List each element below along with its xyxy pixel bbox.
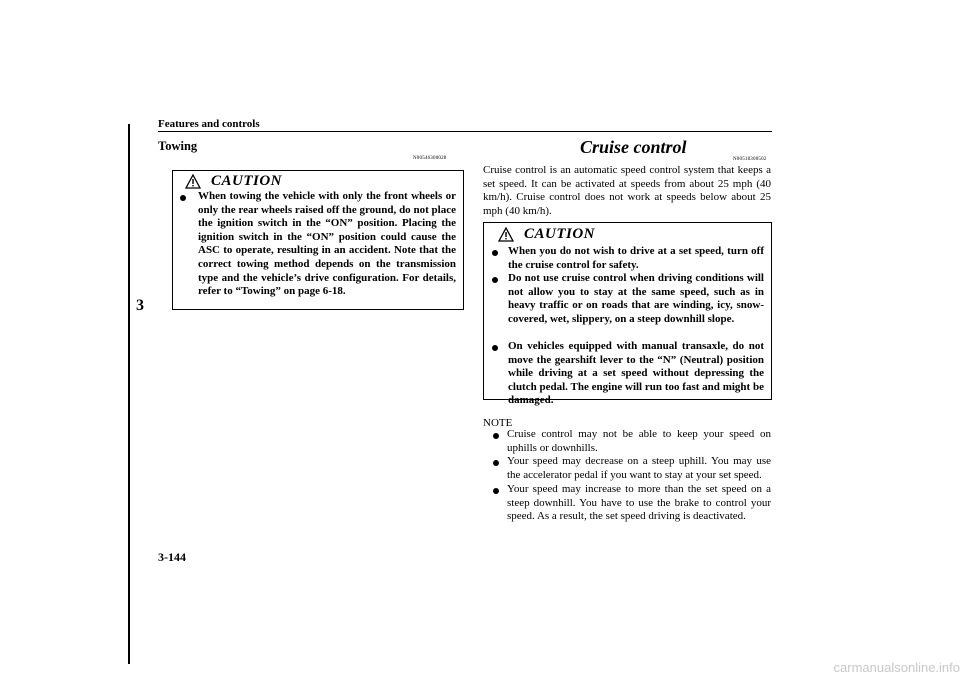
caution-header [185,173,282,189]
note-item: Your speed may increase to more than the set speed on a steep downhill. You have to use the brake to control your speed. As a result, the set speed driving is deactivated. [507,483,771,523]
caution-label: CAUTION [211,172,283,189]
bullet-icon [493,433,499,439]
note-item: Cruise control may not be able to keep your speed on uphills or downhills. [507,428,771,454]
bullet-icon [493,460,499,466]
caution-item: On vehicles equipped with manual transaxle, do not move the gearshift lever to the “N” (Neutral) position while driving at a set speed without depressing the clutch pedal. The engine will run too fast and might be damaged. [508,340,764,407]
section-header: Features and controls [158,118,260,130]
bullet-icon [492,277,498,283]
caution-label: CAUTION [524,225,596,242]
bullet-icon [492,250,498,256]
chapter-tab-bar [128,124,130,664]
note-label: NOTE [483,417,513,429]
watermark: carmanualsonline.info [833,660,960,675]
cruise-title: Cruise control [580,137,687,157]
bullet-icon [492,345,498,351]
caution-item: When towing the vehicle with only the front wheels or only the rear wheels raised off the ground, do not place the ignition switch in the “ON” position. Placing the ignition switch in the “ON” position could cause the ASC to operate, resulting in an accident. Note that the correct towing method depends on the transmission type and the vehicle’s drive configuration. For details, refer to “Towing” on page 6-18. [198,190,456,298]
header-divider [158,131,772,132]
towing-caution-box [172,170,464,310]
warning-triangle-icon [498,227,514,242]
cruise-intro: Cruise control is an automatic speed control system that keeps a set speed. It can be activated at speeds from about 25 mph (40 km/h). Cruise control does not work at speeds below about 25 mph (40 km/h). [483,164,771,217]
chapter-tab-number: 3 [136,297,144,314]
towing-title: Towing [158,139,198,153]
towing-code: N00546300028 [413,156,447,161]
caution-item: When you do not wish to drive at a set speed, turn off the cruise control for safety. [508,245,764,271]
page-number: 3-144 [158,550,186,564]
caution-header [498,226,595,242]
bullet-icon [180,195,186,201]
cruise-caution-box [483,222,772,407]
caution-item: Do not use cruise control when driving conditions will not allow you to stay at the same speed, such as in heavy traffic or on roads that are winding, icy, snow-covered, wet, slippery, on a steep downhill slope. [508,272,764,325]
warning-triangle-icon [185,174,201,189]
bullet-icon [493,488,499,494]
note-item: Your speed may decrease on a steep uphill. You may use the accelerator pedal if you want to stay at your set speed. [507,455,771,481]
cruise-code: N00518300502 [733,157,767,162]
